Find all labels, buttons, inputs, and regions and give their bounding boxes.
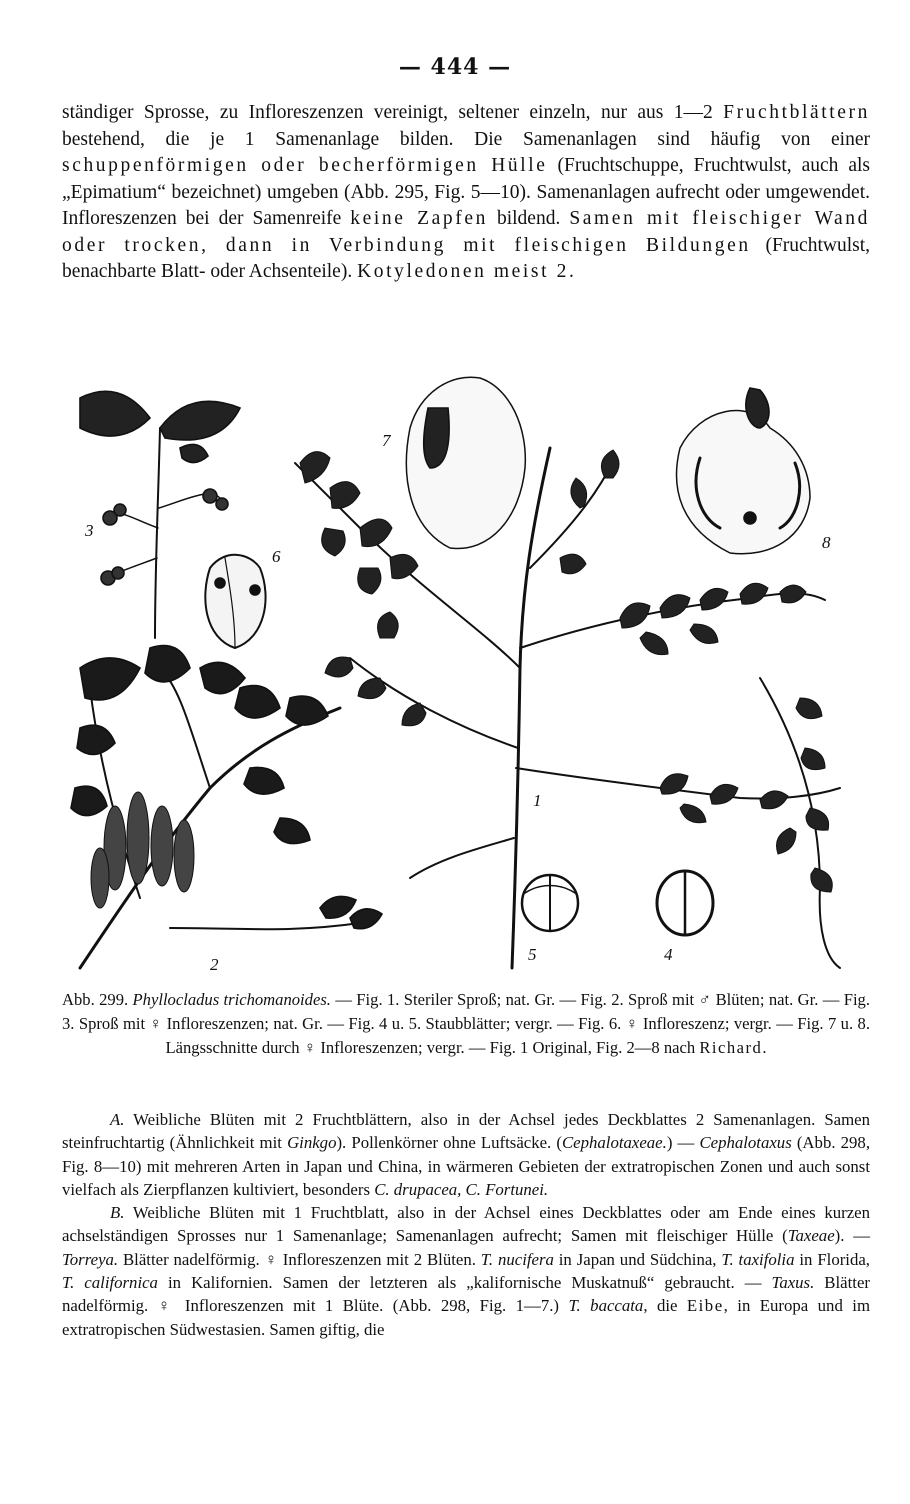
fig2-label: 2	[210, 955, 219, 974]
botanical-figure	[60, 368, 860, 978]
fig4-stamen	[657, 871, 713, 935]
fig2-male-catkins	[91, 792, 194, 908]
fig5-label: 5	[528, 945, 537, 964]
fig6-label: 6	[272, 547, 281, 566]
fig4-label: 4	[664, 945, 673, 964]
figure-caption: Abb. 299. Phyllocladus trichomanoides. — Fig. 1. Steriler Sproß; nat. Gr. — Fig. 2. Sproß mit ♂ Blüten; nat. Gr. — Fig. 3. Sproß mit ♀ Infloreszenzen; nat. Gr. — Fig. 4 u. 5. Staubblätter; vergr. — Fig. 6. ♀ Infloreszenz; vergr. — Fig. 7 u. 8. Längsschnitte durch ♀ Infloreszenzen; vergr. — Fig. 1 Original, Fig. 2—8 nach Richard.	[62, 990, 871, 1057]
fig3-label: 3	[85, 521, 94, 540]
fig8-label: 8	[822, 533, 831, 552]
phyllocladus-illustration	[60, 368, 860, 978]
fig7-longitudinal-section	[406, 377, 525, 548]
page-number: — 444 —	[398, 54, 512, 80]
fig5-stamen	[522, 875, 578, 931]
fig8-longitudinal-section	[677, 388, 810, 554]
fig1-label: 1	[533, 791, 542, 810]
paragraph-b: B. Weibliche Blüten mit 1 Fruchtblatt, also in der Achsel eines Deckblattes oder am Ende eines kurzen achselständigen Sprosses nur 1 Samenanlage; Samenanlagen aufrecht; Samen mit fleischiger Hülle (Taxeae). — Torreya. Blätter nadelförmig. ♀ Infloreszenzen mit 2 Blüten. T. nucifera in Japan und Südchina, T. taxifolia in Florida, T. californica in Kalifornien. Samen der letzteren als „kalifornische Muskatnuß“ gebraucht. — Taxus. Blätter nadelförmig. ♀ Infloreszenzen mit 1 Blüte. (Abb. 298, Fig. 1—7.) T. baccata, die Eibe, in Europa und im extratropischen Südwestasien. Samen giftig, die	[62, 1203, 870, 1339]
paragraph-a: A. Weibliche Blüten mit 2 Fruchtblättern, also in der Achsel jedes Deckblattes 2 Samenanlagen. Samen steinfruchtartig (Ähnlichkeit mit Ginkgo). Pollenkörner ohne Luftsäcke. (Cephalotaxeae.) — Cephalotaxus (Abb. 298, Fig. 8—10) mit mehreren Arten in Japan und China, in wärmeren Gebieten der extratropischen Zonen und auch sonst vielfach als Zierpflanzen kultiviert, besonders C. drupacea, C. Fortunei.	[62, 1110, 871, 1199]
fig7-label: 7	[382, 431, 391, 450]
body-text	[62, 1108, 870, 1341]
intro-paragraph: ständiger Sprosse, zu Infloreszenzen vereinigt, seltener einzeln, nur aus 1—2 Fruchtblättern bestehend, die je 1 Samenanlage bilden. Die Samenanlagen sind häufig von einer schuppenförmigen oder becherförmigen Hülle (Fruchtschuppe, Fruchtwulst, auch als „Epimatium“ bezeichnet) umgeben (Abb. 295, Fig. 5—10). Samenanlagen aufrecht oder umgewendet. Infloreszenzen bei der Samenreife keine Zapfen bildend. Samen mit fleischiger Wand oder trocken, dann in Verbindung mit fleischigen Bildungen (Fruchtwulst, benachbarte Blatt- oder Achsenteile). Kotyledonen meist 2.	[62, 102, 870, 282]
fig6-female-inflorescence	[205, 555, 265, 648]
